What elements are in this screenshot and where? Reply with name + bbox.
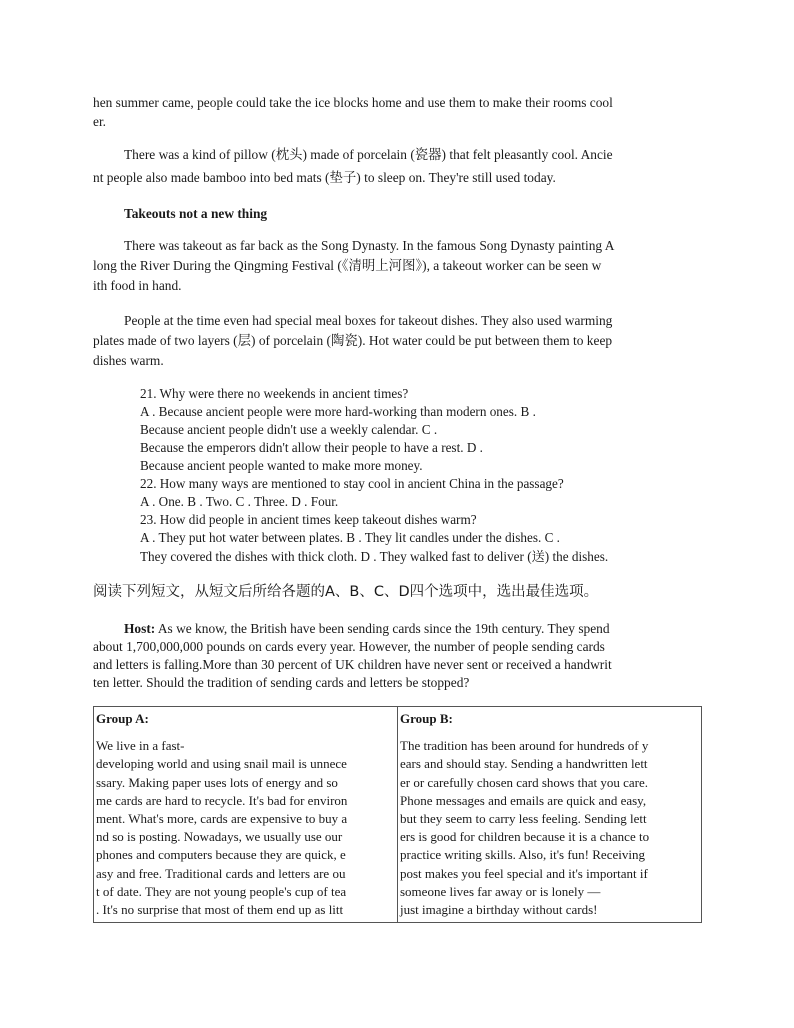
text-line: er.	[93, 114, 107, 129]
group-b-line: post makes you feel special and it's important if	[400, 865, 648, 881]
question-21-options: A . Because ancient people were more hard-working than modern ones. B .	[140, 404, 536, 419]
text-line: long the River During the Qingming Festival (《清明上河图》), a takeout worker can be seen w	[93, 258, 602, 273]
group-a-line: developing world and using snail mail is unnece	[96, 756, 347, 772]
text-line: nt people also made bamboo into bed mats (垫子) to sleep on. They're still used today.	[93, 170, 556, 185]
group-b-line: Phone messages and emails are quick and easy,	[400, 792, 647, 808]
group-b-line: er or carefully chosen card shows that you care.	[400, 774, 648, 790]
group-a-label: Group A:	[96, 711, 149, 726]
text-line: plates made of two layers (层) of porcelain (陶瓷). Hot water could be put between them to keep	[93, 333, 613, 348]
group-a-line: me cards are hard to recycle. It's bad for environ	[96, 792, 348, 808]
opinion-table	[93, 706, 702, 923]
group-a-line: nd so is posting. Nowadays, we usually use our	[96, 829, 343, 845]
group-a-line: We live in a fast-	[96, 738, 185, 754]
group-b-line: ers is good for children because it is a chance to	[400, 829, 650, 845]
text-line: ith food in hand.	[93, 278, 182, 293]
group-a-line: asy and free. Traditional cards and letters are ou	[96, 865, 346, 881]
question-21-options: Because the emperors didn't allow their people to have a rest. D .	[140, 440, 483, 455]
text-line: about 1,700,000,000 pounds on cards every year. However, the number of people sending cards	[93, 639, 605, 654]
question-22-options: A . One. B . Two. C . Three. D . Four.	[140, 494, 339, 509]
group-b-line: just imagine a birthday without cards!	[400, 901, 598, 917]
text-line	[124, 620, 610, 638]
group-a-cell	[94, 707, 398, 923]
group-a-line: ment. What's more, cards are expensive to buy a	[96, 810, 348, 826]
text-line: hen summer came, people could take the ice blocks home and use them to make their rooms cool	[93, 95, 613, 110]
group-b-label: Group B:	[400, 711, 453, 726]
question-21-options: Because ancient people wanted to make more money.	[140, 458, 423, 473]
host-label: Host:	[124, 621, 156, 636]
question-21-options: Because ancient people didn't use a weekly calendar. C .	[140, 422, 438, 437]
section-heading: Takeouts not a new thing	[124, 206, 268, 221]
group-a-line: . It's no surprise that most of them end up as litt	[96, 901, 344, 917]
group-a-line: ssary. Making paper uses lots of energy and so	[96, 774, 338, 790]
group-a-line: t of date. They are not young people's cup of tea	[96, 883, 347, 899]
text-line: and letters is falling.More than 30 percent of UK children have never sent or received a handwrit	[93, 657, 612, 672]
question-23-options: A . They put hot water between plates. B . They lit candles under the dishes. C .	[140, 530, 560, 545]
text-line: People at the time even had special meal boxes for takeout dishes. They also used warming	[124, 313, 613, 328]
group-b-line: The tradition has been around for hundreds of y	[400, 738, 649, 754]
table-row	[94, 707, 702, 923]
text-line: There was takeout as far back as the Song Dynasty. In the famous Song Dynasty painting A	[124, 238, 615, 253]
group-b-line: ears and should stay. Sending a handwritten lett	[400, 756, 648, 772]
group-b-cell	[398, 707, 702, 923]
question-23: 23. How did people in ancient times keep takeout dishes warm?	[140, 512, 477, 527]
group-b-line: practice writing skills. Also, it's fun! Receiving	[400, 847, 645, 863]
group-a-line: phones and computers because they are quick, e	[96, 847, 346, 863]
text-line: dishes warm.	[93, 353, 164, 368]
question-22: 22. How many ways are mentioned to stay cool in ancient China in the passage?	[140, 476, 564, 491]
question-23-options: They covered the dishes with thick cloth. D . They walked fast to deliver (送) the dishes.	[140, 549, 609, 564]
text-line: ten letter. Should the tradition of sending cards and letters be stopped?	[93, 675, 470, 690]
group-b-line: but they seem to carry less feeling. Sending lett	[400, 810, 647, 826]
host-text: As we know, the British have been sending cards since the 19th century. They spend	[155, 621, 610, 636]
reading-instruction: 阅读下列短文，从短文后所给各题的A、B、C、D四个选项中，选出最佳选项。	[93, 584, 599, 600]
text-line: There was a kind of pillow (枕头) made of porcelain (瓷器) that felt pleasantly cool. Ancie	[124, 147, 613, 162]
question-21: 21. Why were there no weekends in ancient times?	[140, 386, 409, 401]
group-b-line: someone lives far away or is lonely —	[400, 883, 601, 899]
